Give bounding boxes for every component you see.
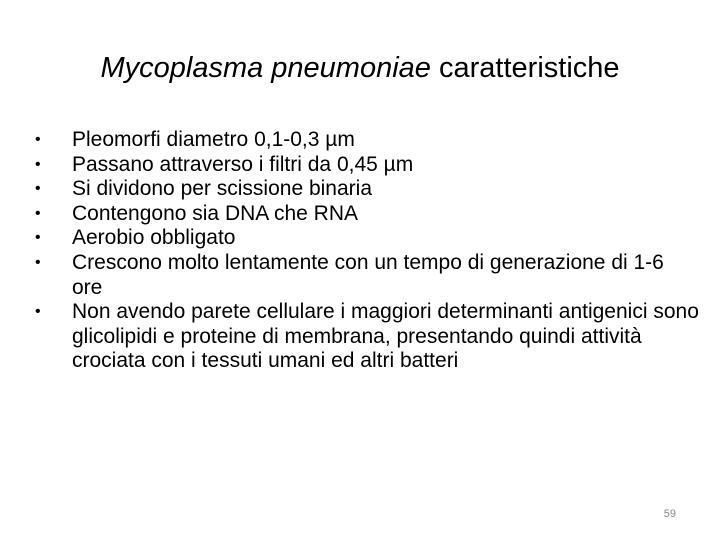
bullet-item: [0, 177, 720, 202]
bullet-dot-icon: •: [35, 303, 41, 321]
bullet-dot-icon: •: [35, 131, 41, 148]
bullet-dot-icon: •: [35, 253, 41, 271]
bullet-item: [0, 226, 720, 251]
bullet-list: [0, 128, 720, 374]
bullet-text: Crescono molto lentamente con un tempo di generazione di 1-6 ore: [72, 250, 664, 299]
slide-title: [0, 50, 720, 86]
bullet-item: [0, 128, 720, 153]
bullet-item: [0, 153, 720, 178]
bullet-item: [0, 300, 720, 374]
title-rest: caratteristiche: [439, 52, 620, 84]
bullet-text: Si dividono per scissione binaria: [72, 177, 372, 201]
bullet-item: [0, 202, 720, 227]
bullet-item: [0, 251, 720, 300]
bullet-dot-icon: •: [35, 229, 41, 247]
page-number: 59: [663, 508, 676, 520]
bullet-dot-icon: •: [35, 155, 41, 173]
bullet-text: Non avendo parete cellulare i maggiori determinanti antigenici sono glicolipidi e proteine di membrana, presentando quindi attività crociata con i tessuti umani ed altri batteri: [72, 300, 699, 373]
bullet-dot-icon: •: [35, 180, 41, 198]
title-organism: Mycoplasma pneumoniae: [100, 52, 431, 84]
bullet-text: Pleomorfi diametro 0,1-0,3 µm: [72, 128, 355, 151]
bullet-text: Passano attraverso i filtri da 0,45 µm: [72, 152, 414, 176]
bullet-text: Contengono sia DNA che RNA: [72, 201, 358, 225]
bullet-dot-icon: •: [35, 204, 41, 222]
bullet-text: Aerobio obbligato: [72, 226, 236, 250]
